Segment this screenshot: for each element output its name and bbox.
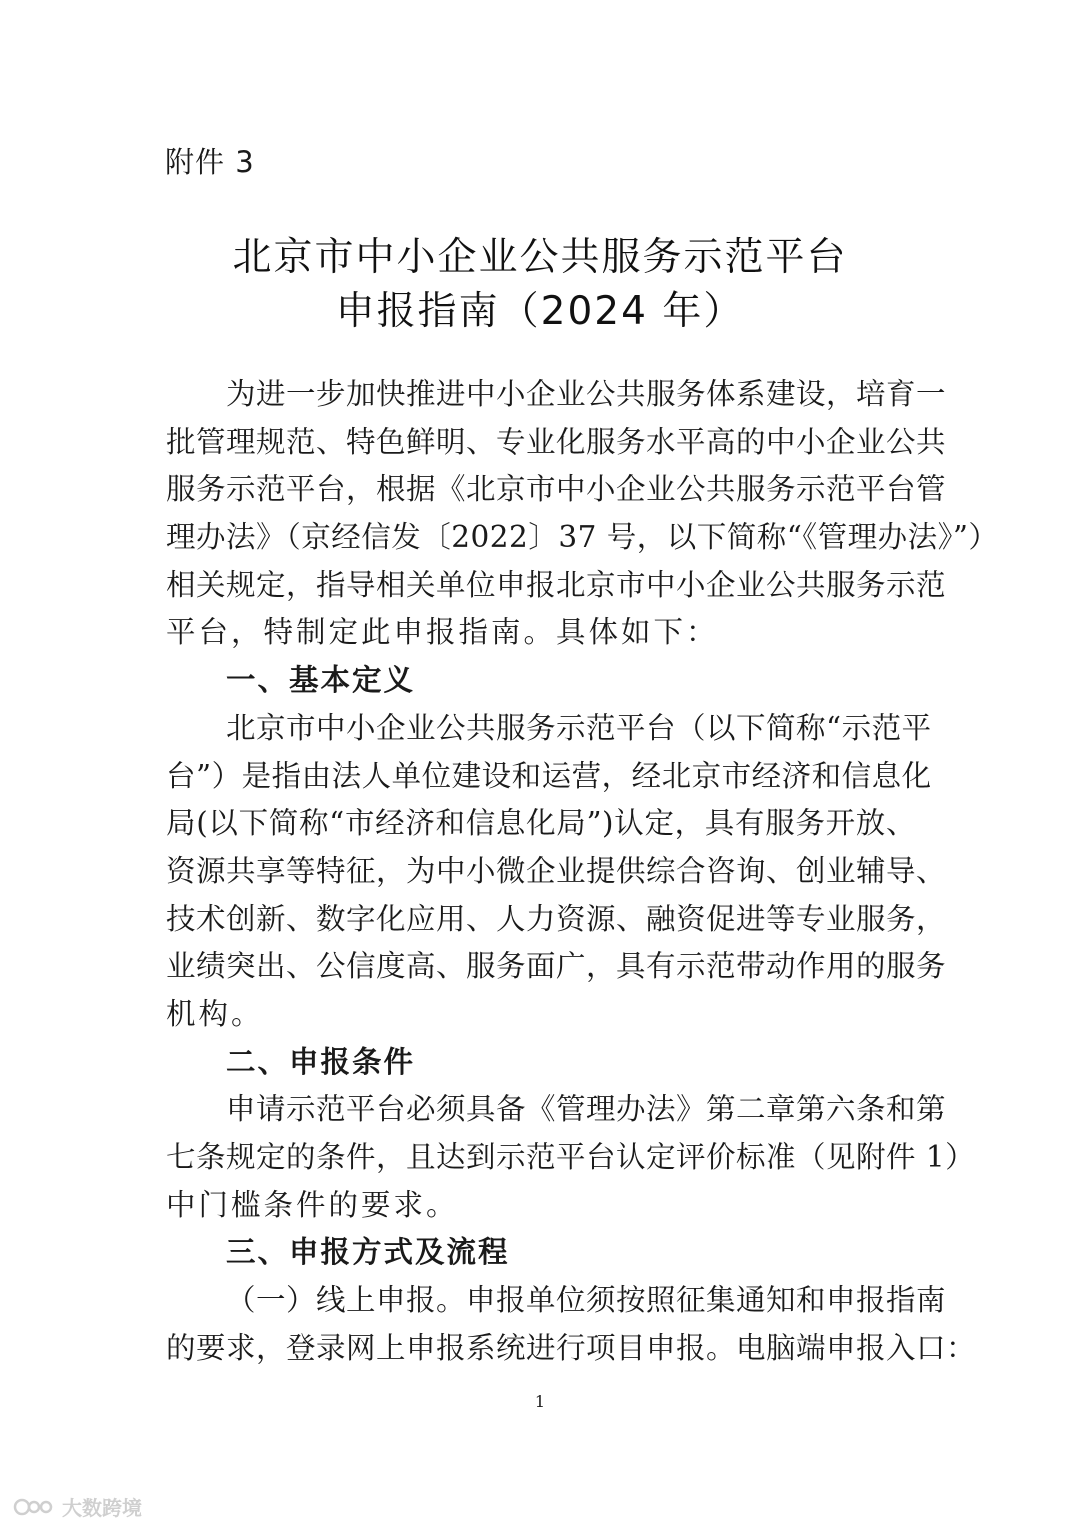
intro-line: 为进一步加快推进中小企业公共服务体系建设，培育一 (226, 377, 947, 411)
section-heading-conditions: 二、申报条件 (226, 1044, 416, 1079)
intro-line: 批管理规范、特色鲜明、专业化服务水平高的中小企业公共 (166, 424, 947, 459)
intro-line: 理办法》（京经信发〔2022〕37 号，以下简称“《管理办法》”） (166, 520, 999, 555)
section3-line: 的要求，登录网上申报系统进行项目申报。电脑端申报入口： (166, 1330, 977, 1365)
section1-line: 北京市中小企业公共服务示范平台（以下简称“示范平 (226, 710, 932, 745)
section2-line: 申请示范平台必须具备《管理办法》第二章第六条和第 (226, 1092, 947, 1127)
section-heading-process: 三、申报方式及流程 (226, 1235, 510, 1270)
document-title-line2: 申报指南（2024 年） (335, 289, 745, 334)
section-heading-basic-definition: 一、基本定义 (226, 663, 416, 698)
page-number: 1 (534, 1392, 546, 1411)
watermark-text: 大数跨境 (62, 1496, 142, 1520)
brand-logo-icon (12, 1495, 56, 1519)
section1-line: 台”）是指由法人单位建设和运营，经北京市经济和信息化 (166, 758, 932, 793)
document-body (166, 371, 999, 1372)
section2-line: 中门槛条件的要求。 (166, 1187, 459, 1222)
intro-line: 相关规定，指导相关单位申报北京市中小企业公共服务示范 (166, 567, 947, 602)
section1-line: 局(以下简称“市经济和信息化局”)认定，具有服务开放、 (166, 806, 916, 841)
section2-line: 七条规定的条件，且达到示范平台认定评价标准（见附件 1） (166, 1140, 976, 1174)
document-title-line1: 北京市中小企业公共服务示范平台 (232, 235, 848, 280)
attachment-label: 附件 3 (165, 145, 255, 179)
section3-line: （一）线上申报。申报单位须按照征集通知和申报指南 (226, 1283, 947, 1318)
section1-line: 机构。 (166, 996, 264, 1031)
intro-line: 平台，特制定此申报指南。具体如下： (166, 615, 719, 650)
section1-line: 资源共享等特征，为中小微企业提供综合咨询、创业辅导、 (166, 853, 947, 888)
watermark (12, 1492, 142, 1521)
section1-line: 业绩突出、公信度高、服务面广，具有示范带动作用的服务 (166, 949, 947, 984)
section1-line: 技术创新、数字化应用、人力资源、融资促进等专业服务， (166, 901, 947, 936)
intro-line: 服务示范平台，根据《北京市中小企业公共服务示范平台管 (166, 472, 947, 507)
